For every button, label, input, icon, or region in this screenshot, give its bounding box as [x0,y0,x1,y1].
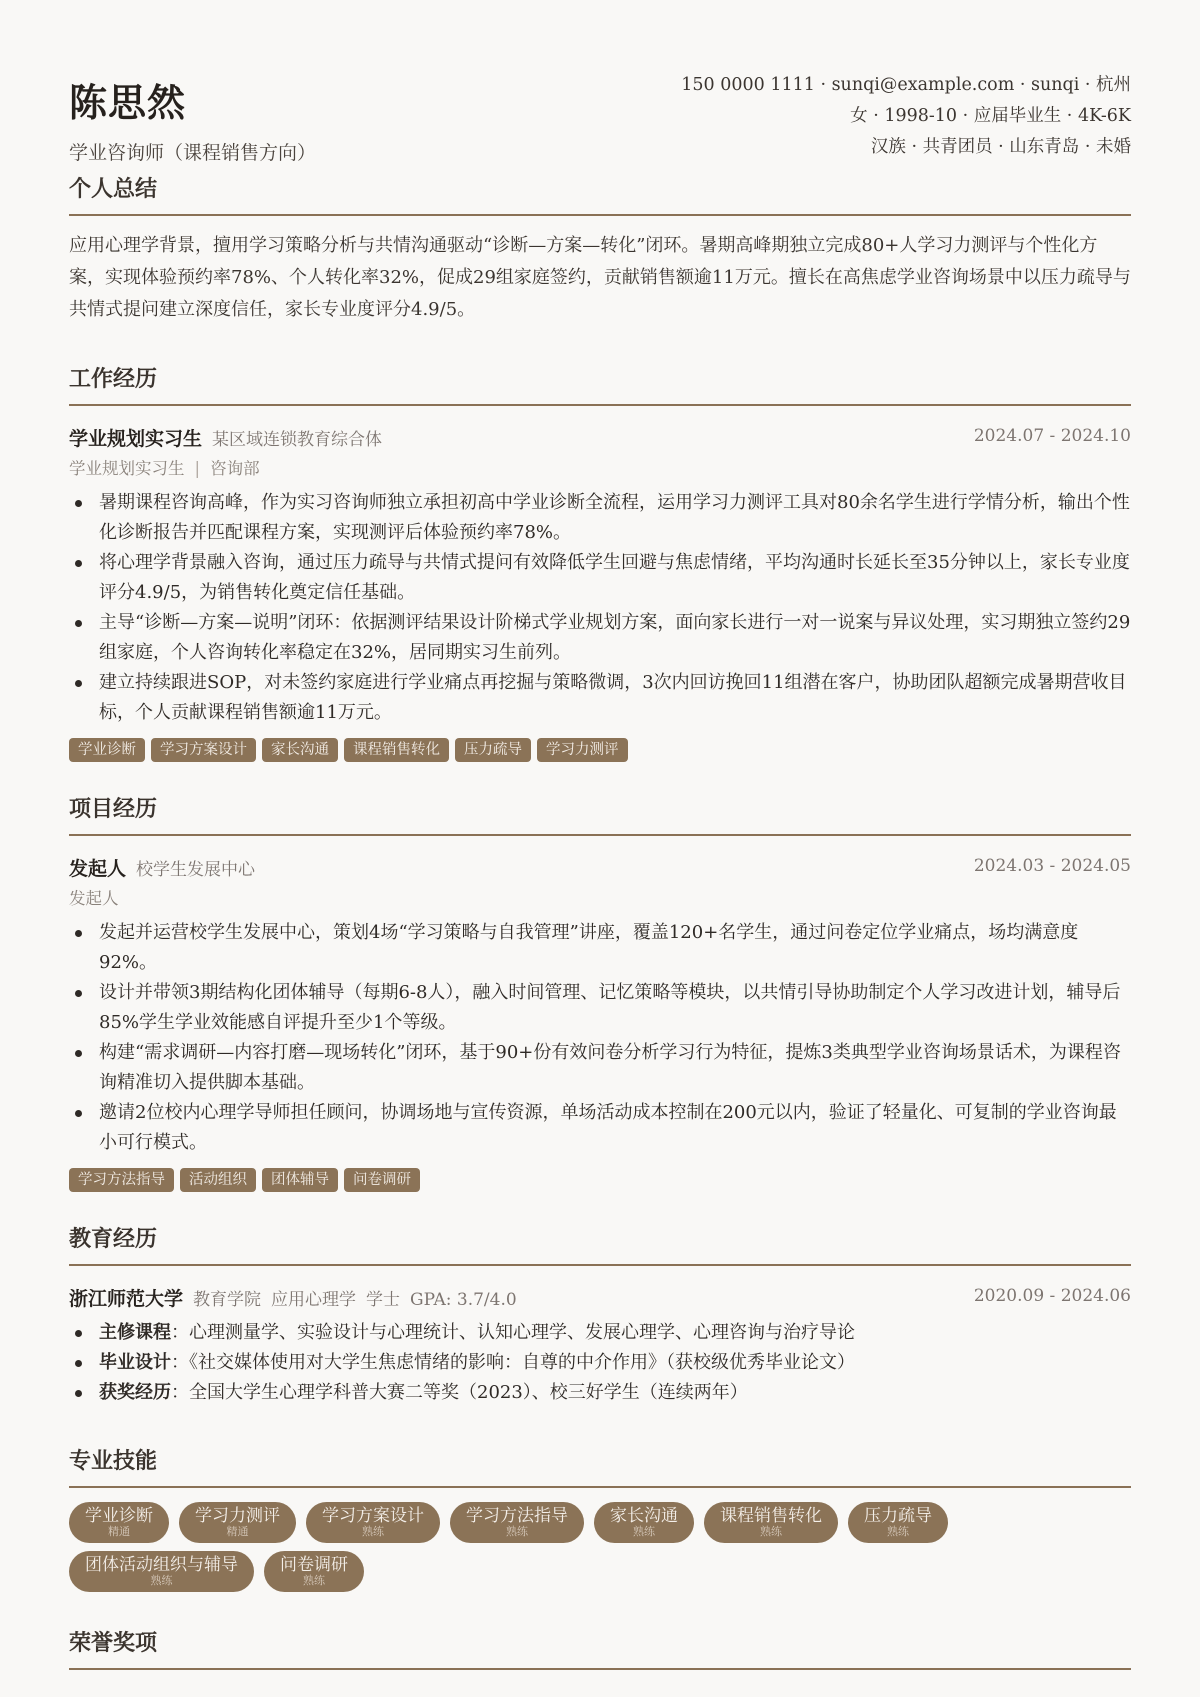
skill-pill [179,1502,296,1543]
list-item [69,1348,1131,1378]
job-header [69,424,1131,454]
list-item: 建立持续跟进SOP，对未签约家庭进行学业痛点再挖掘与策略微调，3次内回访挽回11组潜在客户，协助团队超额完成暑期营收目标，个人贡献课程销售额逾11万元。 [69,668,1131,728]
tag: 学习方案设计 [151,738,256,762]
section-title: 个人总结 [69,172,1131,216]
item-text: ：《社交媒体使用对大学生焦虑情绪的影响：自尊的中介作用》（获校级优秀毕业论文） [171,1352,855,1373]
contact-line-1: 150 0000 1111 · sunqi@example.com · sunqi · 杭州 [681,75,1131,95]
skill-level: 熟练 [150,1574,173,1587]
skill-pill [306,1502,440,1543]
skill-level: 熟练 [506,1525,528,1538]
list-item: 构建“需求调研—内容打磨—现场转化”闭环，基于90+份有效问卷分析学习行为特征，提炼3类典型学业咨询场景话术，为课程咨询精准切入提供脚本基础。 [69,1038,1131,1098]
candidate-name: 陈思然 [69,80,187,125]
project-role: 发起人 [69,858,127,880]
skill-level: 熟练 [887,1525,909,1538]
skill-pill [704,1502,838,1543]
contact-line-3: 汉族 · 共青团员 · 山东青岛 · 未婚 [870,137,1131,157]
tag: 课程销售转化 [344,738,449,762]
skill-pill [450,1502,584,1543]
college: 教育学院 [193,1290,262,1310]
work-section [69,362,1131,762]
skills-list [69,1502,1049,1592]
job-org: 某区域连锁教育综合体 [212,430,383,450]
tag: 团体辅导 [262,1168,338,1192]
skill-name: 课程销售转化 [720,1506,822,1526]
list-item [69,1318,1131,1348]
skill-level: 精通 [108,1525,130,1538]
school-name: 浙江师范大学 [69,1288,184,1310]
section-title: 教育经历 [69,1222,1131,1266]
project-org: 校学生发展中心 [136,860,256,880]
job-department: 咨询部 [210,459,260,478]
item-text: ：全国大学生心理学科普大赛二等奖（2023）、校三好学生（连续两年） [171,1382,748,1403]
project-date: 2024.03 - 2024.05 [973,856,1131,876]
skill-level: 熟练 [303,1574,325,1587]
item-label: 毕业设计 [99,1352,171,1373]
gpa: GPA: 3.7/4.0 [410,1290,517,1310]
tag: 学业诊断 [69,738,145,762]
degree: 学士 [366,1290,401,1310]
tag: 压力疏导 [455,738,531,762]
project-tags [69,1168,1131,1192]
job-bullets [69,488,1131,728]
skill-name: 家长沟通 [610,1506,678,1526]
separator: | [194,459,201,478]
skills-section [69,1444,1131,1592]
summary-text: 应用心理学背景，擅用学习策略分析与共情沟通驱动“诊断—方案—转化”闭环。暑期高峰期独立完成80+人学习力测评与个性化方案，实现体验预约率78%、个人转化率32%，促成29组家庭签约，贡献销售额逾11万元。擅长在高焦虑学业咨询场景中以压力疏导与共情式提问建立深度信任，家长专业度评分4.9/5。 [69,235,1131,320]
major: 应用心理学 [271,1290,357,1310]
tag: 学习方法指导 [69,1168,174,1192]
job-date: 2024.07 - 2024.10 [973,426,1131,446]
contact-line-2: 女 · 1998-10 · 应届毕业生 · 4K-6K [850,106,1131,126]
skill-name: 学习方法指导 [466,1506,568,1526]
education-header [69,1284,1131,1314]
education-section [69,1222,1131,1408]
project-subline: 发起人 [69,889,119,908]
honors-section [69,1626,1131,1670]
list-item: 设计并带领3期结构化团体辅导（每期6-8人），融入时间管理、记忆策略等模块，以共情引导协助制定个人学习改进计划，辅导后85%学生学业效能感自评提升至少1个等级。 [69,978,1131,1038]
project-section [69,792,1131,1192]
skill-name: 压力疏导 [864,1506,932,1526]
list-item: 将心理学背景融入咨询，通过压力疏导与共情式提问有效降低学生回避与焦虑情绪，平均沟通时长延长至35分钟以上，家长专业度评分4.9/5，为销售转化奠定信任基础。 [69,548,1131,608]
item-label: 主修课程 [99,1322,171,1343]
tag: 学习力测评 [537,738,628,762]
tag: 问卷调研 [344,1168,420,1192]
skill-level: 熟练 [362,1525,384,1538]
skill-name: 学业诊断 [85,1506,153,1526]
resume-header [69,0,1131,172]
list-item: 发起并运营校学生发展中心，策划4场“学习策略与自我管理”讲座，覆盖120+名学生，通过问卷定位学业痛点，场均满意度92%。 [69,918,1131,978]
skill-name: 学习力测评 [195,1506,280,1526]
skill-level: 熟练 [633,1525,655,1538]
summary-section [69,172,1131,326]
section-title: 专业技能 [69,1444,1131,1488]
list-item: 邀请2位校内心理学导师担任顾问，协调场地与宣传资源，单场活动成本控制在200元以内，验证了轻量化、可复制的学业咨询最小可行模式。 [69,1098,1131,1158]
section-title: 工作经历 [69,362,1131,406]
job-position: 学业规划实习生 [69,459,185,478]
item-text: ：心理测量学、实验设计与心理统计、认知心理学、发展心理学、心理咨询与治疗导论 [171,1322,855,1343]
item-label: 获奖经历 [99,1382,171,1403]
section-title: 项目经历 [69,792,1131,836]
tag: 家长沟通 [262,738,338,762]
skill-level: 精通 [226,1525,249,1538]
skill-pill [848,1502,948,1543]
skill-pill [594,1502,694,1543]
tag: 活动组织 [180,1168,256,1192]
job-tags [69,738,1131,762]
job-subline [69,454,1131,484]
skill-pill [69,1502,169,1543]
skill-name: 团体活动组织与辅导 [85,1555,238,1575]
project-bullets [69,918,1131,1158]
target-role: 学业咨询师（课程销售方向） [69,142,317,164]
skill-pill [264,1551,364,1592]
skill-pill [69,1551,254,1592]
list-item [69,1378,1131,1408]
job-title: 学业规划实习生 [69,428,203,450]
skill-name: 学习方案设计 [322,1506,424,1526]
skill-level: 熟练 [760,1525,782,1538]
education-date: 2020.09 - 2024.06 [973,1286,1131,1306]
list-item: 主导“诊断—方案—说明”闭环：依据测评结果设计阶梯式学业规划方案，面向家长进行一对一说案与异议处理，实习期独立签约29组家庭，个人咨询转化率稳定在32%，居同期实习生前列。 [69,608,1131,668]
contact-info [681,70,1131,163]
skill-name: 问卷调研 [280,1555,348,1575]
list-item: 暑期课程咨询高峰，作为实习咨询师独立承担初高中学业诊断全流程，运用学习力测评工具对80余名学生进行学情分析，输出个性化诊断报告并匹配课程方案，实现测评后体验预约率78%。 [69,488,1131,548]
project-header [69,854,1131,884]
education-bullets [69,1318,1131,1408]
section-title: 荣誉奖项 [69,1626,1131,1670]
